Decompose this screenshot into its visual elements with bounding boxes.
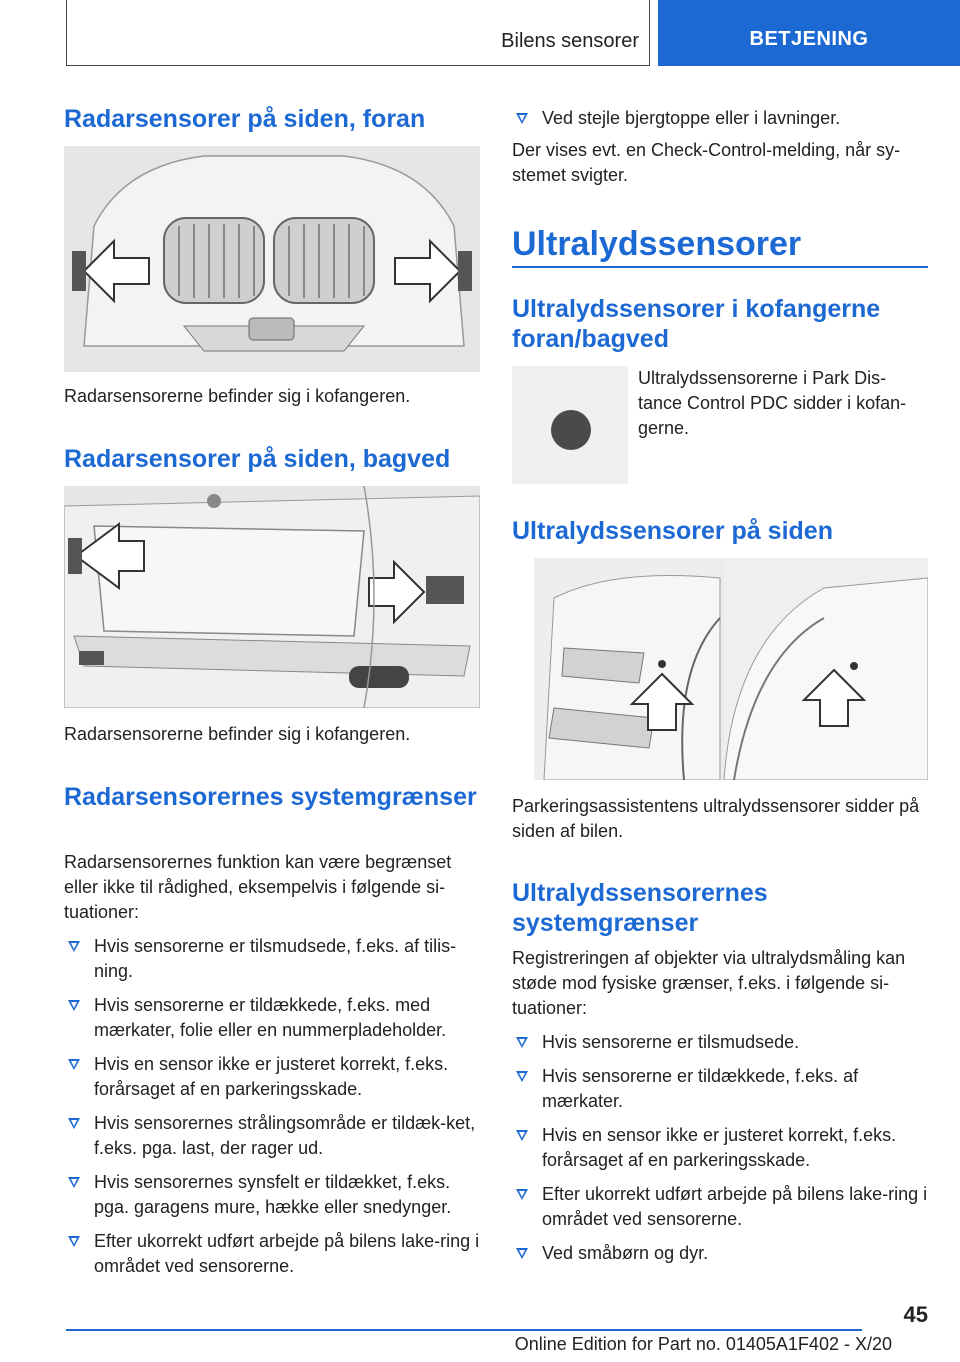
bullet-arrow-icon — [68, 1000, 80, 1011]
list-item: Hvis sensorerne er tilsmudsede. — [512, 1030, 928, 1055]
divider — [512, 266, 928, 268]
bullet-arrow-icon — [516, 113, 528, 124]
header-chapter-tab[interactable] — [658, 0, 960, 66]
list-item: Ved småbørn og dyr. — [512, 1241, 928, 1266]
list-item: Hvis sensorerne er tildækkede, f.eks. med mærkater, folie eller en nummerpladeholder. — [64, 993, 480, 1043]
list-radar-limits — [64, 934, 480, 1288]
figure-car-rear — [64, 486, 480, 708]
header-section-title: Bilens sensorer — [501, 30, 639, 52]
bullet-arrow-icon — [516, 1248, 528, 1259]
heading-ultrasonic-bumpers: Ultralydssensorer i kofangerne foran/bagved — [512, 295, 881, 353]
caption-radar-rear: Radarsensorerne befinder sig i kofangeren. — [64, 724, 411, 744]
heading-ultrasonic-side: Ultralydssensorer på siden — [512, 517, 833, 545]
bullet-arrow-icon — [516, 1071, 528, 1082]
bullet-arrow-icon — [68, 941, 80, 952]
footer-divider — [66, 1329, 862, 1331]
bullet-arrow-icon — [68, 1118, 80, 1129]
figure-side-sensors — [534, 558, 928, 780]
list-ultrasonic-limits — [512, 1030, 928, 1275]
list-radar-limits-continued — [512, 106, 928, 140]
caption-ultrasonic-side: Parkeringsassistentens ultralydssensorer sidder på siden af bilen. — [512, 796, 920, 841]
footer-edition: Online Edition for Part no. 01405A1F402 - X/20 — [514, 1334, 892, 1354]
paragraph-radar-limits: Radarsensorernes funktion kan være begrænset eller ikke til rådighed, eksempelvis i følgende si-tuationer: — [64, 852, 452, 922]
paragraph-ultrasonic-bumpers: Ultralydssensorerne i Park Dis-tance Control PDC sidder i kofan-gerne. — [638, 368, 907, 438]
list-item: Efter ukorrekt udført arbejde på bilens lake-ring i området ved sensorerne. — [512, 1182, 928, 1232]
heading-ultrasonic-limits: Ultralydssensorernes systemgrænser — [512, 879, 768, 937]
heading-radar-limits: Radarsensorernes systemgrænser — [64, 783, 477, 811]
header-section-box — [66, 0, 650, 66]
list-item: Hvis sensorerne er tildækkede, f.eks. af mærkater. — [512, 1064, 928, 1114]
caption-radar-front: Radarsensorerne befinder sig i kofangeren. — [64, 386, 411, 406]
figure-car-front — [64, 146, 480, 372]
list-item: Efter ukorrekt udført arbejde på bilens lake-ring i området ved sensorerne. — [64, 1229, 480, 1279]
page-number: 45 — [903, 1302, 928, 1327]
list-item: Hvis sensorerne er tilsmudsede, f.eks. af tilis-ning. — [64, 934, 480, 984]
figure-sensor-dot — [512, 366, 628, 484]
heading-ultrasonic: Ultralydssensorer — [512, 225, 802, 263]
paragraph-ultrasonic-limits: Registreringen af objekter via ultralydsmåling kan støde mod fysiske grænser, f.eks. i følgende si-tuationer: — [512, 948, 906, 1018]
bullet-arrow-icon — [516, 1130, 528, 1141]
bullet-arrow-icon — [68, 1177, 80, 1188]
paragraph-check-control: Der vises evt. en Check-Control-melding, når sy-stemet svigter. — [512, 140, 901, 185]
list-item: Hvis en sensor ikke er justeret korrekt, f.eks. forårsaget af en parkeringsskade. — [512, 1123, 928, 1173]
bullet-arrow-icon — [516, 1037, 528, 1048]
list-item: Hvis sensorernes synsfelt er tildækket, f.eks. pga. garagens mure, hække eller snedynger. — [64, 1170, 480, 1220]
list-item: Hvis en sensor ikke er justeret korrekt, f.eks. forårsaget af en parkeringsskade. — [64, 1052, 480, 1102]
bullet-arrow-icon — [68, 1236, 80, 1247]
header-chapter-label: BETJENING — [749, 28, 869, 50]
bullet-arrow-icon — [68, 1059, 80, 1070]
list-item: Hvis sensorernes strålingsområde er tildæk-ket, f.eks. pga. last, der rager ud. — [64, 1111, 480, 1161]
list-item: Ved stejle bjergtoppe eller i lavninger. — [512, 106, 928, 131]
bullet-arrow-icon — [516, 1189, 528, 1200]
heading-radar-rear: Radarsensorer på siden, bagved — [64, 445, 451, 473]
heading-radar-front: Radarsensorer på siden, foran — [64, 105, 426, 133]
